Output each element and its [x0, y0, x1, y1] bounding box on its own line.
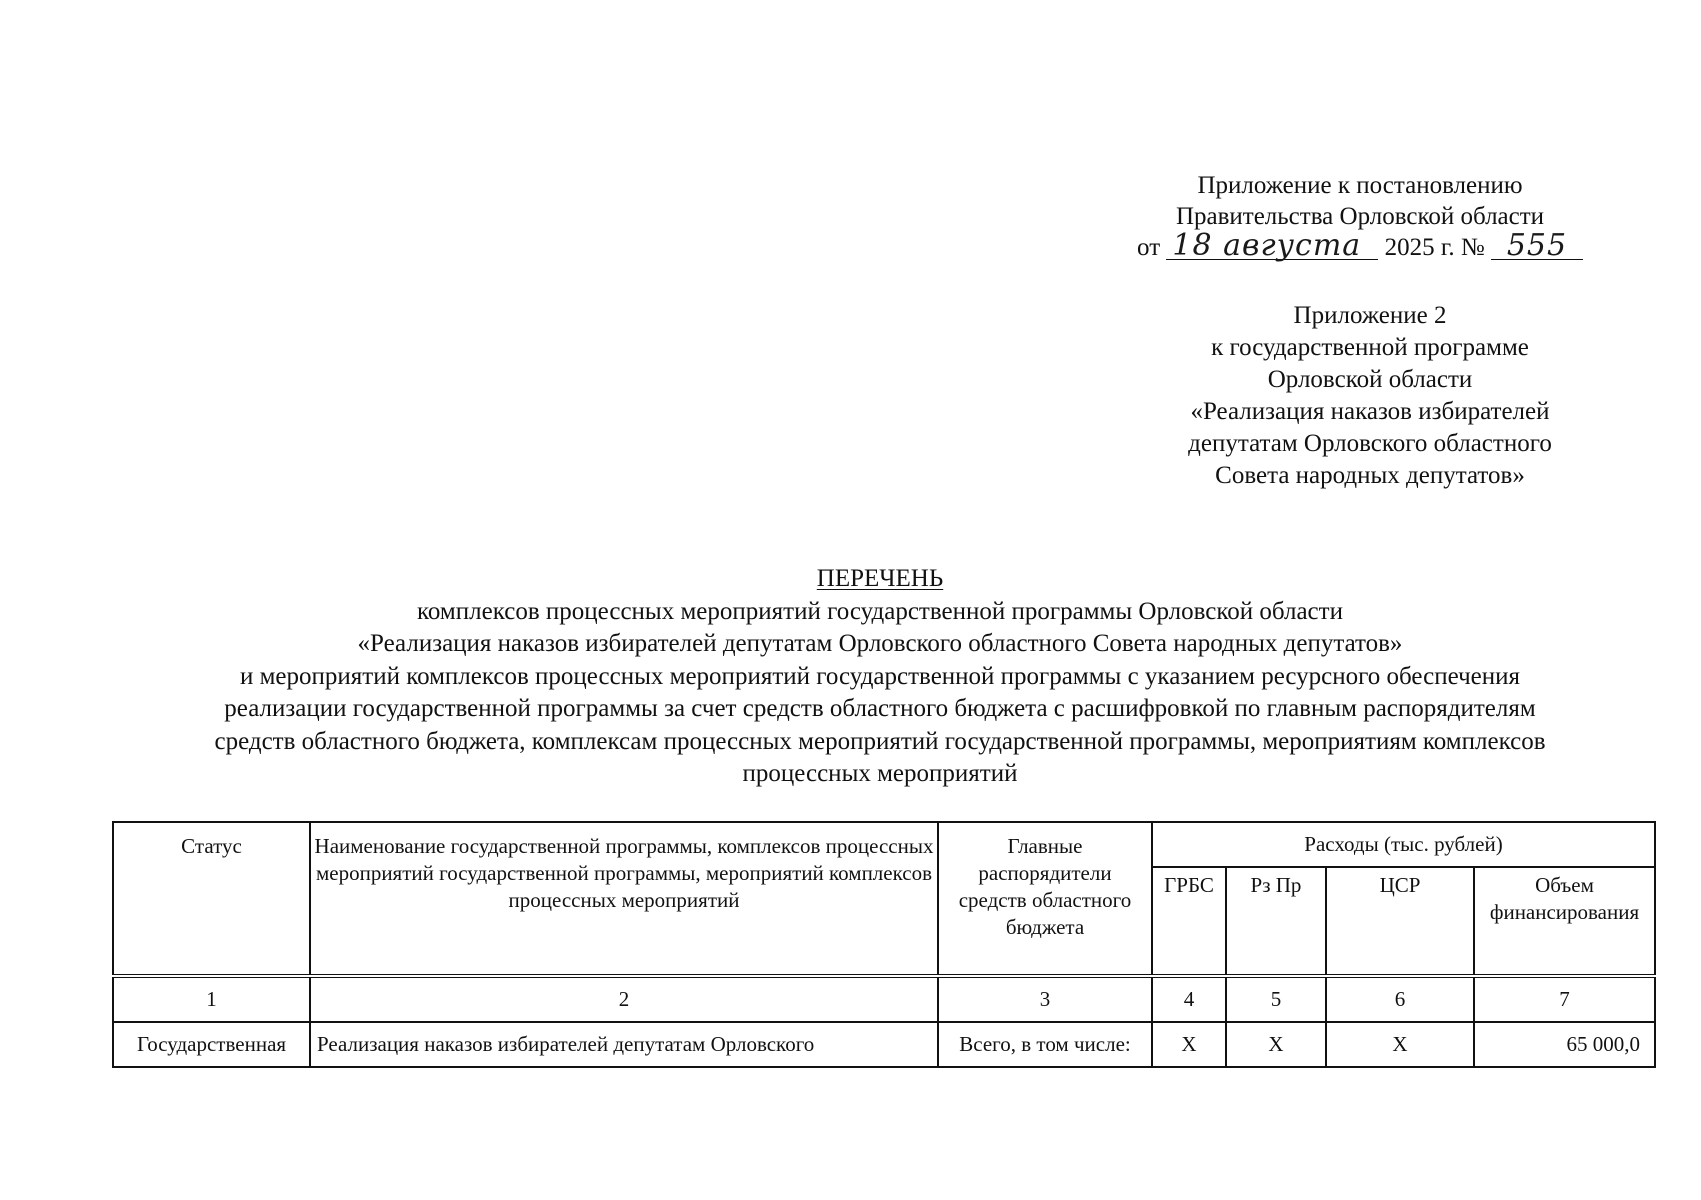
appendix-line: Орловской области [1267, 366, 1473, 393]
header-grbs: ГРБС [1152, 867, 1226, 976]
cell-csr: Х [1326, 1022, 1474, 1067]
appendix-line: «Реализация наказов избирателей [1190, 398, 1550, 425]
cell-rzpr: Х [1226, 1022, 1326, 1067]
header-csr: ЦСР [1326, 867, 1474, 976]
cell-volume: 65 000,0 [1474, 1022, 1655, 1067]
date-prefix: от [1137, 234, 1161, 261]
column-number: 5 [1226, 976, 1326, 1022]
column-number: 2 [310, 976, 938, 1022]
header-expenses: Расходы (тыс. рублей) [1152, 822, 1655, 867]
header-managers: Главные распорядители средств областного бюджета [938, 822, 1152, 976]
approval-block [1110, 170, 1610, 263]
header-rzpr: Рз Пр [1226, 867, 1326, 976]
approval-line-2: Правительства Орловской области [1175, 203, 1545, 230]
header-status: Статус [113, 822, 310, 976]
header-name: Наименование государственной программы, комплексов процессных мероприятий государственной программы, мероприятий комплексов процессных мероприятий [310, 822, 938, 976]
title-line: процессных мероприятий [742, 760, 1018, 787]
appendix-line: депутатам Орловского областного [1188, 430, 1552, 457]
title-heading: ПЕРЕЧЕНЬ [816, 565, 944, 592]
cell-grbs: Х [1152, 1022, 1226, 1067]
title-line: «Реализация наказов избирателей депутатам Орловского областного Совета народных депутатов» [357, 630, 1403, 657]
table-header-row [113, 822, 1655, 867]
column-number: 1 [113, 976, 310, 1022]
title-line: и мероприятий комплексов процессных мероприятий государственной программы с указанием ресурсного обеспечения [239, 662, 1521, 690]
handwritten-date: 18 августа [1166, 233, 1378, 260]
table-row [113, 1022, 1655, 1067]
title-line: реализации государственной программы за счет средств областного бюджета с расшифровкой по главным распорядителям [224, 695, 1536, 722]
column-number: 4 [1152, 976, 1226, 1022]
column-number-row [113, 976, 1655, 1022]
cell-status: Государственная [113, 1022, 310, 1067]
header-volume: Объем финансирования [1474, 867, 1655, 976]
cell-name: Реализация наказов избирателей депутатам Орловского [310, 1022, 938, 1067]
appendix-line: Приложение 2 [1293, 302, 1447, 329]
document-title [110, 563, 1650, 791]
column-number: 6 [1326, 976, 1474, 1022]
appendix-line: к государственной программе [1211, 334, 1529, 361]
column-number: 7 [1474, 976, 1655, 1022]
approval-date-line [1110, 228, 1610, 263]
cell-managers: Всего, в том числе: [938, 1022, 1152, 1067]
appendix-line: Совета народных депутатов» [1215, 462, 1525, 489]
handwritten-number: 555 [1491, 233, 1583, 260]
title-line: комплексов процессных мероприятий государственной программы Орловской области [417, 597, 1343, 625]
column-number: 3 [938, 976, 1152, 1022]
approval-line-1: Приложение к постановлению [1197, 172, 1523, 199]
expenses-table [112, 821, 1656, 1068]
appendix-block [1140, 300, 1600, 492]
year-text: 2025 г. № [1384, 234, 1485, 261]
title-line: средств областного бюджета, комплексам процессных мероприятий государственной программы, мероприятиям комплексов [214, 727, 1546, 755]
